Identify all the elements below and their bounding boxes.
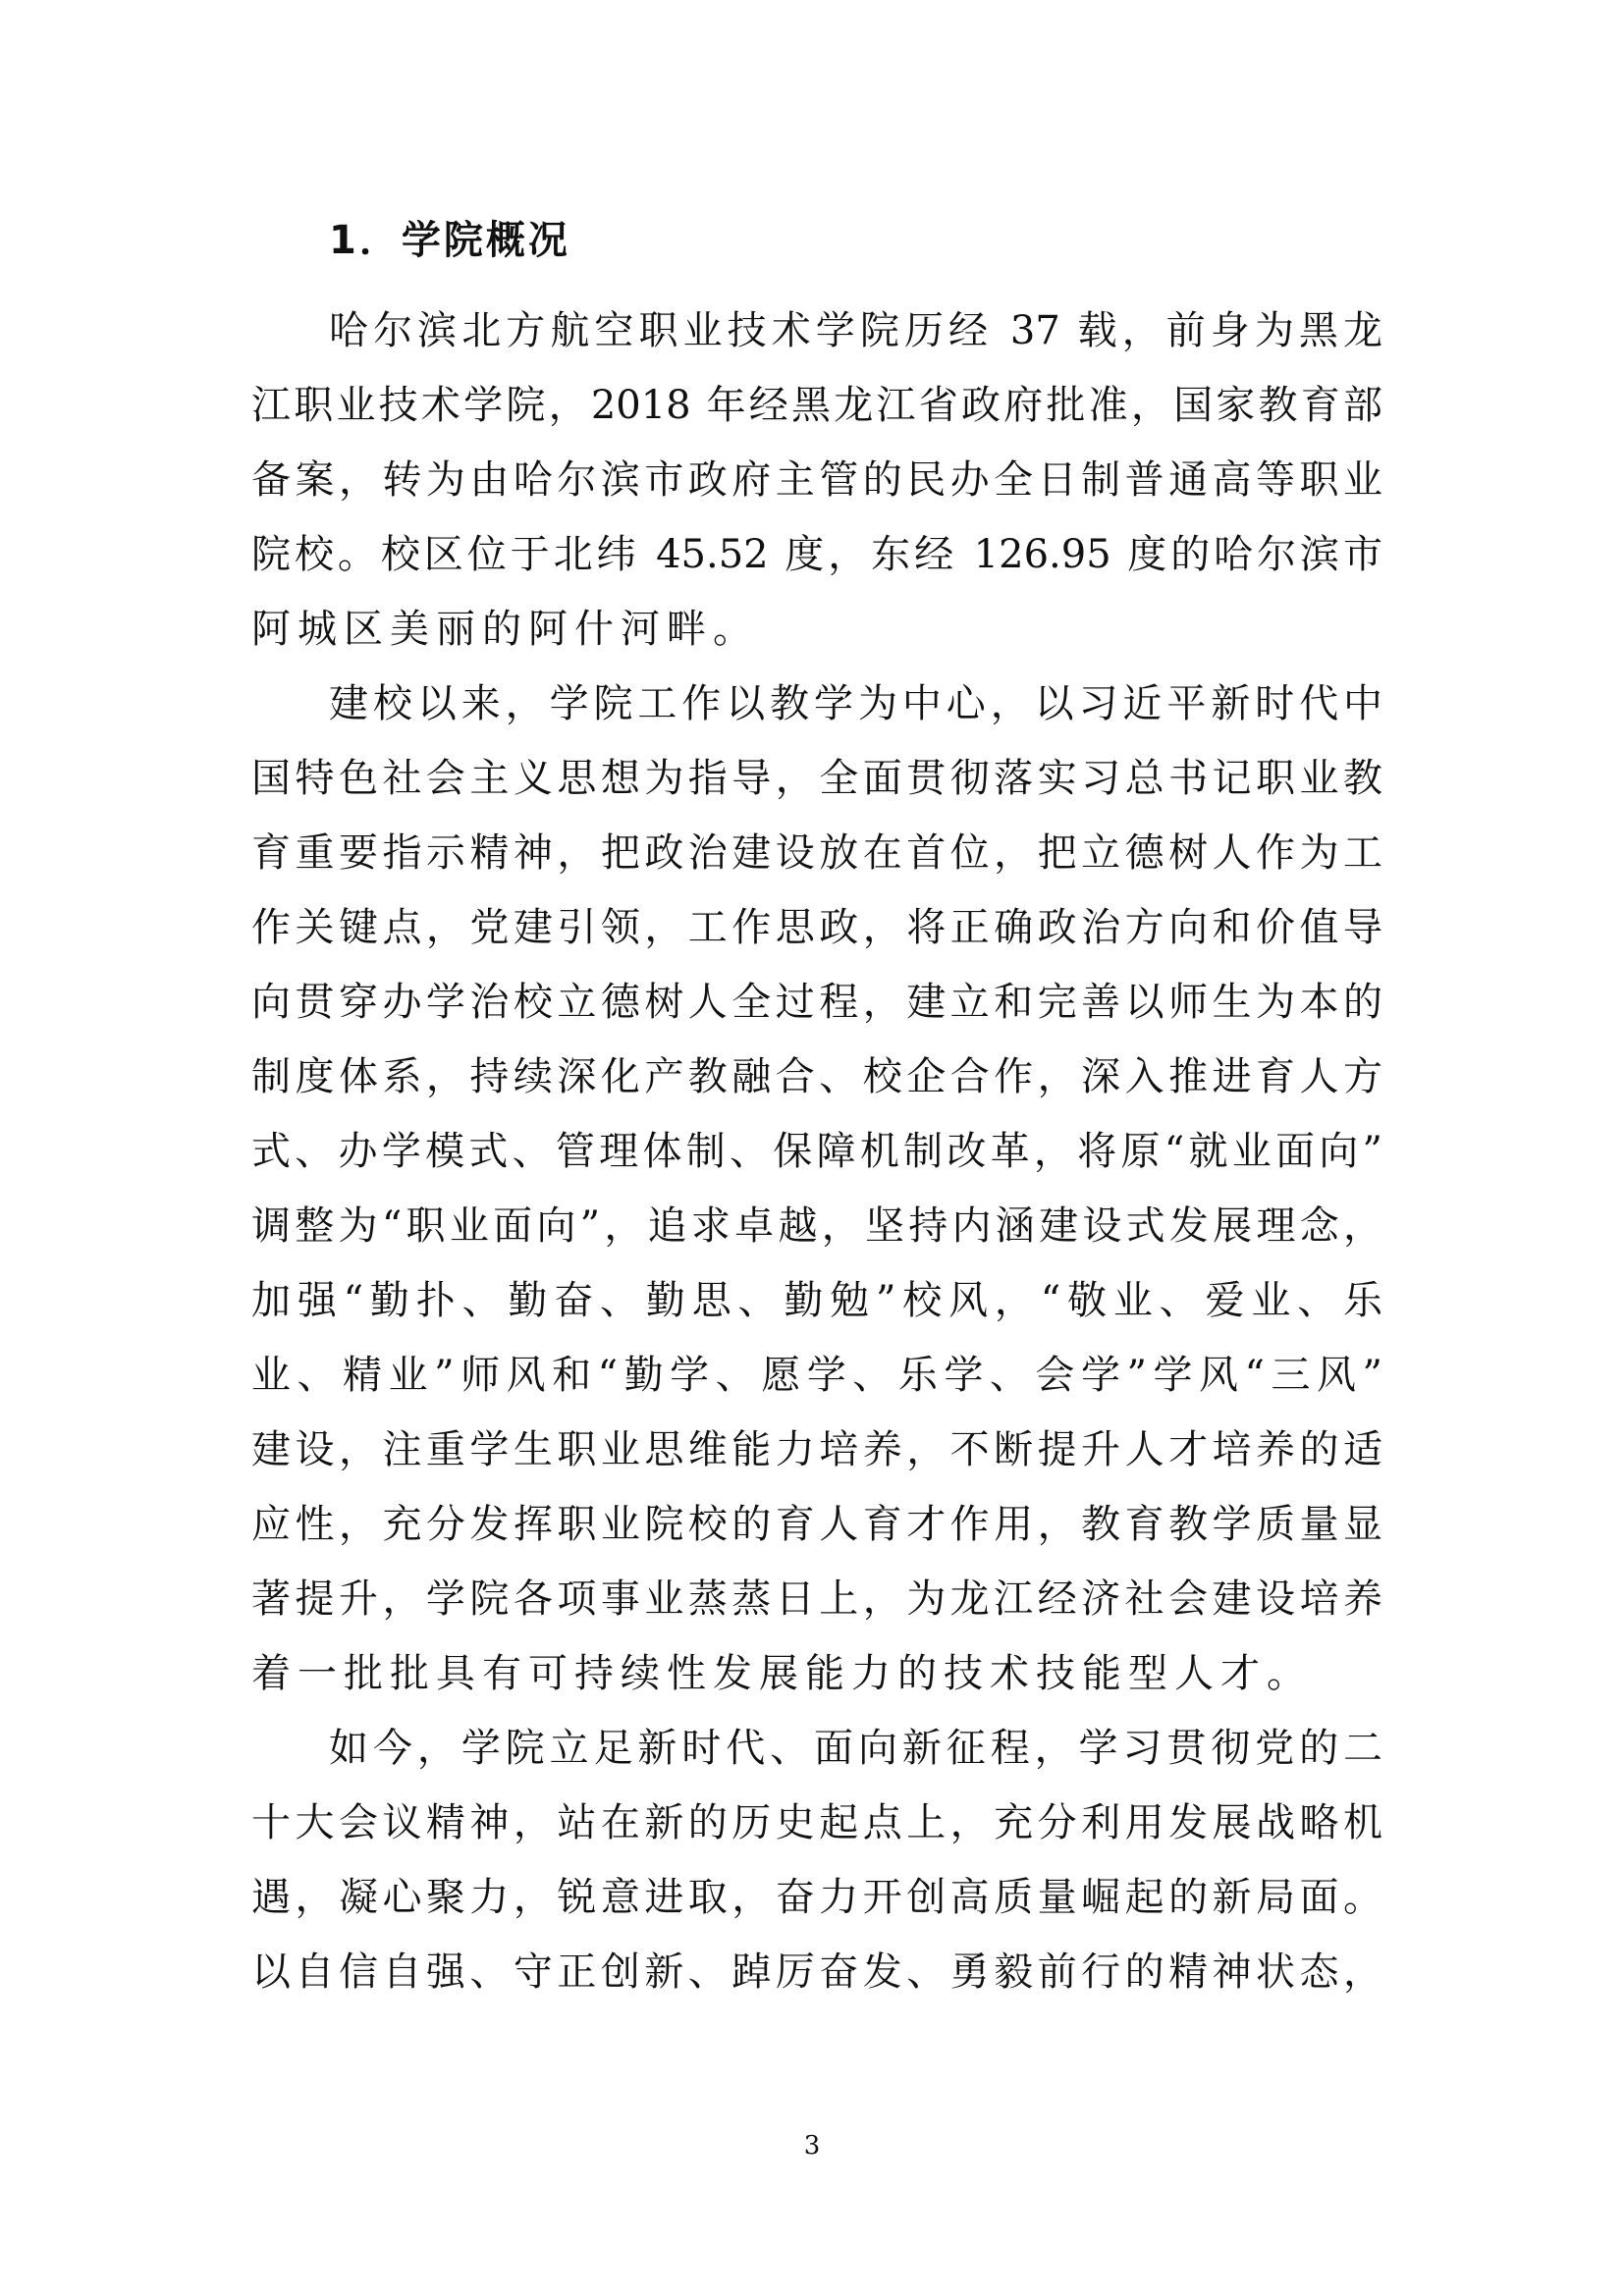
paragraph-line: 作关键点，党建引领，工作思政，将正确政治方向和价值导 — [251, 905, 1382, 950]
paragraph-line: 业、精业”师风和“勤学、愿学、乐学、会学”学风“三风” — [251, 1353, 1382, 1398]
paragraph-line: 江职业技术学院，2018 年经黑龙江省政府批准，国家教育部 — [251, 383, 1382, 428]
paragraph-line: 育重要指示精神，把政治建设放在首位，把立德树人作为工 — [251, 830, 1382, 876]
paragraph-line: 阿城区美丽的阿什河畔。 — [251, 607, 759, 652]
paragraph-line: 十大会议精神，站在新的历史起点上，充分利用发展战略机 — [251, 1800, 1382, 1845]
paragraph-line: 式、办学模式、管理体制、保障机制改革，将原“就业面向” — [251, 1129, 1382, 1174]
paragraph-line: 国特色社会主义思想为指导，全面贯彻落实习总书记职业教 — [251, 756, 1382, 801]
paragraph-line: 著提升，学院各项事业蒸蒸日上，为龙江经济社会建设培养 — [251, 1576, 1382, 1622]
paragraph-line: 如今，学院立足新时代、面向新征程，学习贯彻党的二 — [329, 1726, 1382, 1771]
paragraph-line: 建校以来，学院工作以教学为中心，以习近平新时代中 — [329, 681, 1382, 726]
paragraph-line: 向贯穿办学治校立德树人全过程，建立和完善以师生为本的 — [251, 980, 1382, 1025]
paragraph-line: 备案，转为由哈尔滨市政府主管的民办全日制普通高等职业 — [251, 457, 1382, 503]
section-heading: 1．学院概况 — [329, 218, 570, 263]
paragraph-line: 调整为“职业面向”，追求卓越，坚持内涵建设式发展理念， — [251, 1203, 1382, 1249]
paragraph-line: 建设，注重学生职业思维能力培养，不断提升人才培养的适 — [251, 1427, 1382, 1472]
paragraph-line: 加强“勤扑、勤奋、勤思、勤勉”校风，“敬业、爱业、乐 — [251, 1278, 1382, 1323]
paragraph-line: 制度体系，持续深化产教融合、校企合作，深入推进育人方 — [251, 1054, 1382, 1099]
paragraph-line: 哈尔滨北方航空职业技术学院历经 37 载，前身为黑龙 — [329, 308, 1382, 353]
paragraph-line: 以自信自强、守正创新、踔厉奋发、勇毅前行的精神状态， — [251, 1949, 1382, 1995]
paragraph-line: 着一批批具有可持续性发展能力的技术技能型人才。 — [251, 1651, 1313, 1696]
paragraph-line: 应性，充分发挥职业院校的育人育才作用，教育教学质量显 — [251, 1502, 1382, 1547]
paragraph-line: 院校。校区位于北纬 45.52 度，东经 126.95 度的哈尔滨市 — [251, 532, 1382, 577]
page-number: 3 — [803, 2131, 821, 2161]
paragraph-line: 遇，凝心聚力，锐意进取，奋力开创高质量崛起的新局面。 — [251, 1875, 1382, 1920]
